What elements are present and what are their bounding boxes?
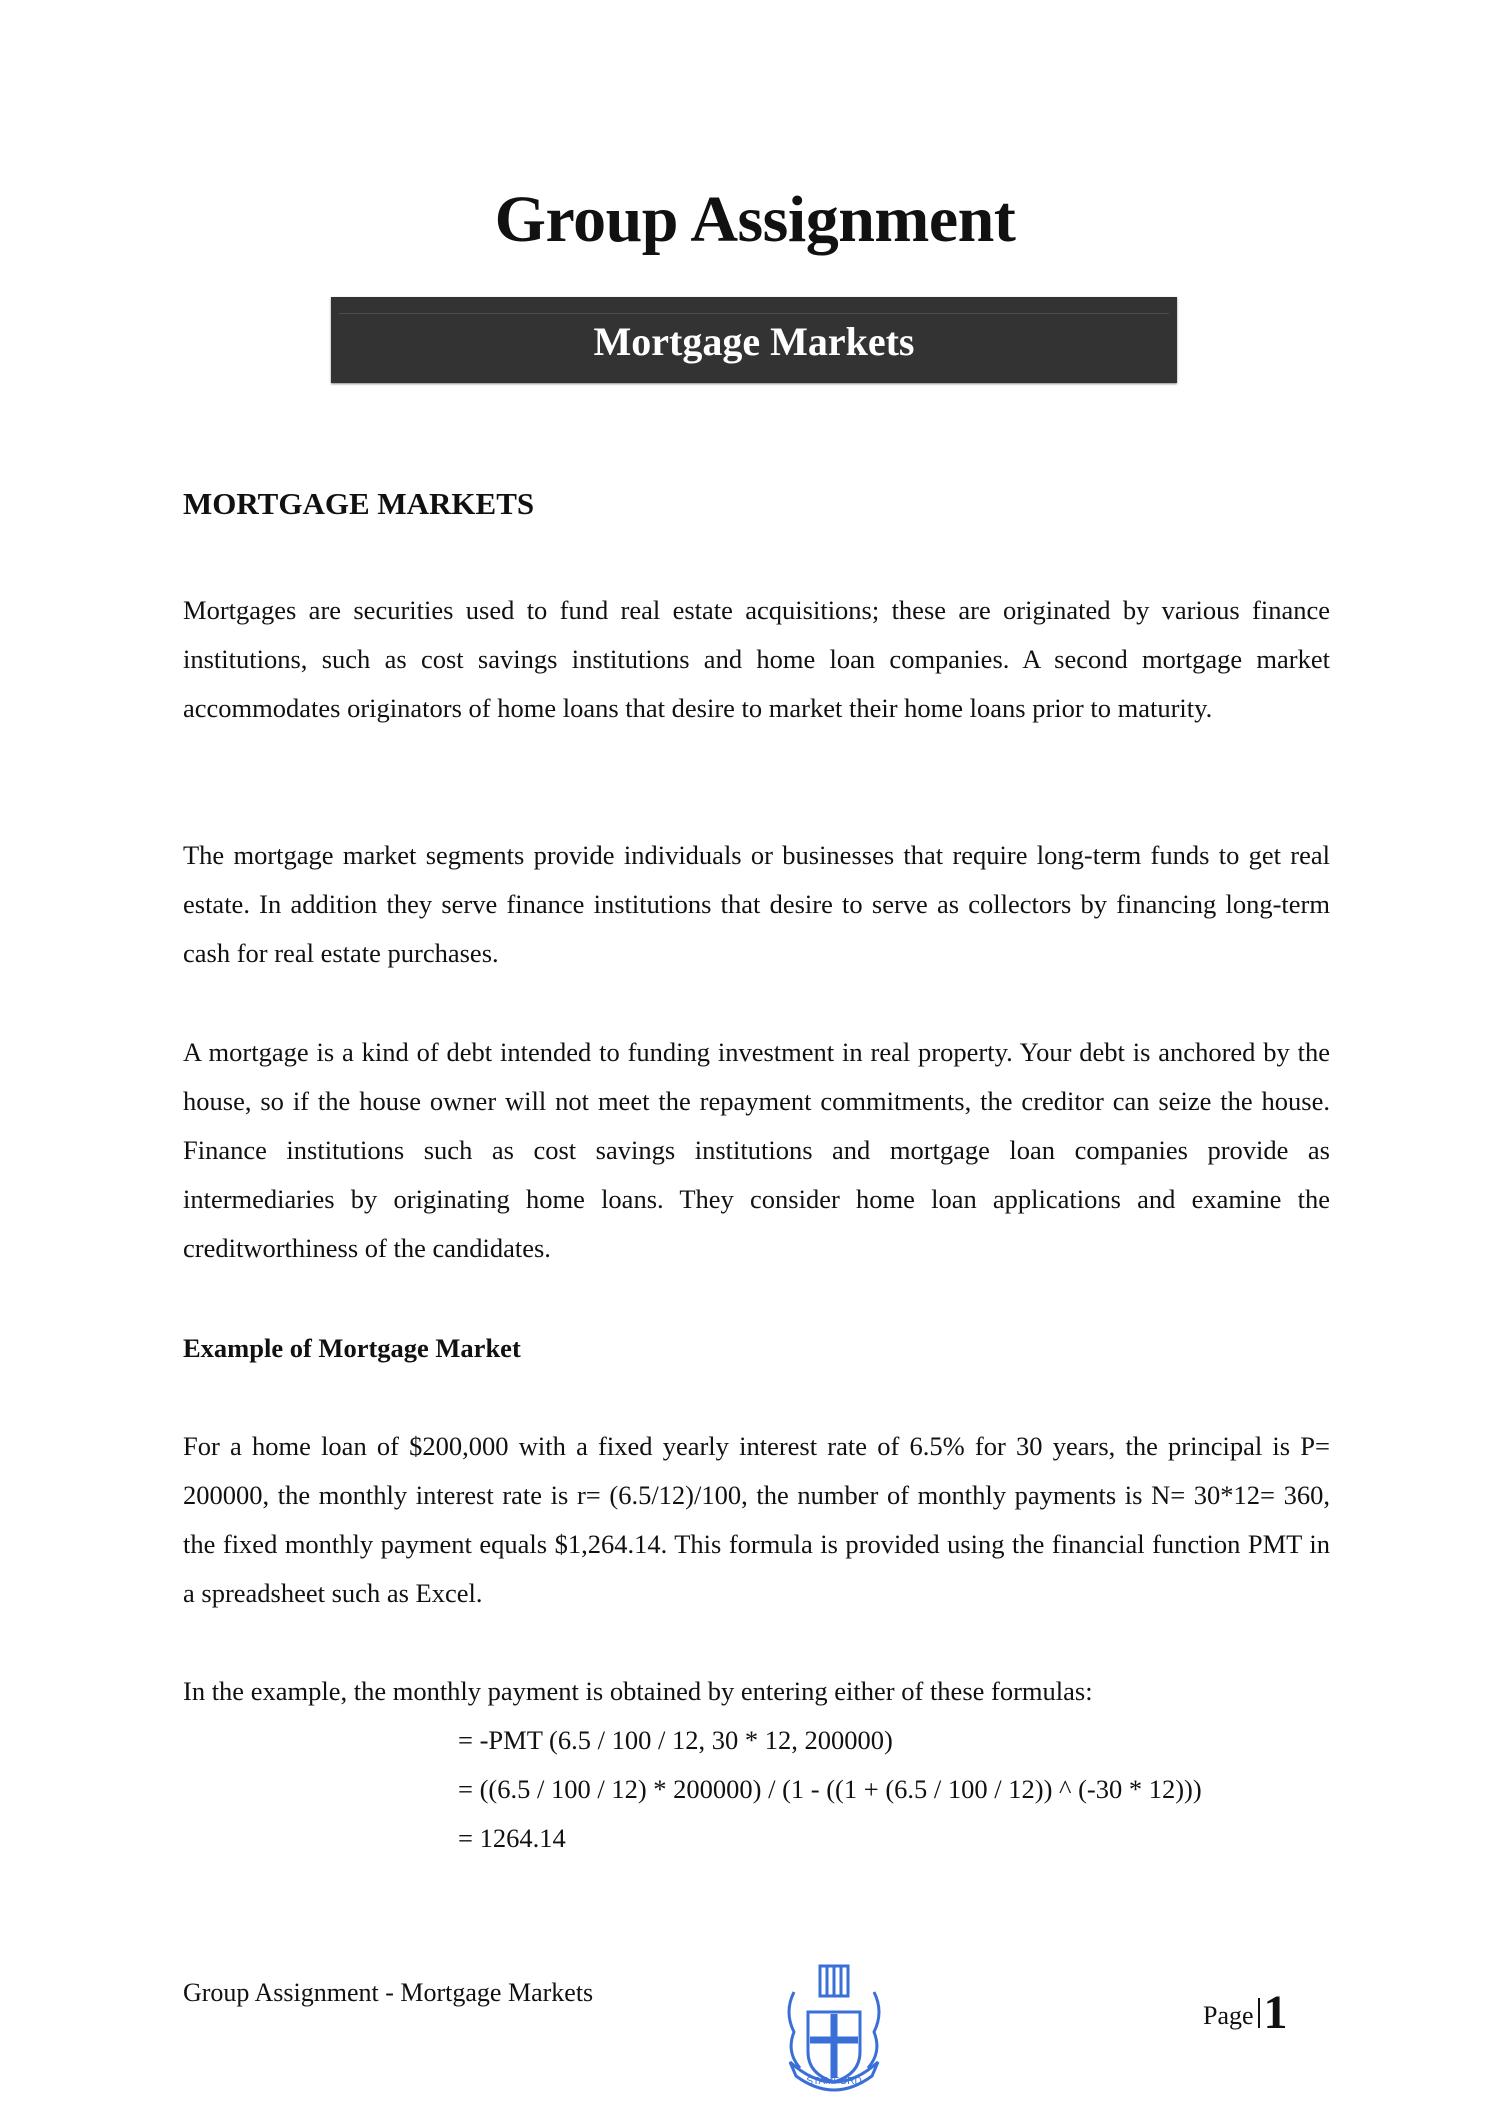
footer-title: Group Assignment - Mortgage Markets <box>183 1978 594 2007</box>
page-number: 1 <box>1263 1986 1288 2039</box>
example-heading: Example of Mortgage Market <box>183 1333 521 1363</box>
paragraph-1: Mortgages are securities used to fund real estate acquisitions; these are originated by various finance institutions, such as cost savings institutions and home loan companies. A second mortgage market accommodates originators of home loans that desire to market their home loans prior to maturity. <box>183 595 1330 723</box>
formula-1: = -PMT (6.5 / 100 / 12, 30 * 12, 200000) <box>458 1725 893 1755</box>
document-subtitle: Mortgage Markets <box>593 319 915 364</box>
page-label: Page <box>1203 2001 1254 2030</box>
page-indicator <box>1203 1985 1288 2040</box>
stamford-crest-logo <box>780 1962 888 2096</box>
formula-intro: In the example, the monthly payment is obtained by entering either of these formulas: <box>183 1676 1093 1706</box>
banner-rule <box>339 313 1169 314</box>
paragraph-3: A mortgage is a kind of debt intended to funding investment in real property. Your debt is anchored by the house, so if the house owner will not meet the repayment commitments, the creditor can seize the house. Finance institutions such as cost savings institutions and mortgage loan companies provide as intermediaries by originating home loans. They consider home loan applications and examine the creditworthiness of the candidates. <box>183 1037 1330 1263</box>
subtitle-banner <box>331 297 1177 383</box>
formula-2: = ((6.5 / 100 / 12) * 200000) / (1 - ((1 + (6.5 / 100 / 12)) ^ (-30 * 12))) <box>458 1774 1202 1804</box>
document-title: Group Assignment <box>494 183 1016 256</box>
section-heading: MORTGAGE MARKETS <box>183 486 535 521</box>
paragraph-2: The mortgage market segments provide individuals or businesses that require long-term funds to get real estate. In addition they serve finance institutions that desire to serve as collectors by financing long-term cash for real estate purchases. <box>183 840 1330 968</box>
page-separator <box>1258 1998 1260 2028</box>
formula-3: = 1264.14 <box>458 1823 566 1853</box>
logo-text: STAMFORD <box>806 2076 862 2087</box>
example-paragraph: For a home loan of $200,000 with a fixed yearly interest rate of 6.5% for 30 years, the principal is P= 200000, the monthly interest rate is r= (6.5/12)/100, the number of monthly payments is N= 30*12= 360, the fixed monthly payment equals $1,264.14. This formula is provided using the financial function PMT in a spreadsheet such as Excel. <box>183 1431 1330 1608</box>
